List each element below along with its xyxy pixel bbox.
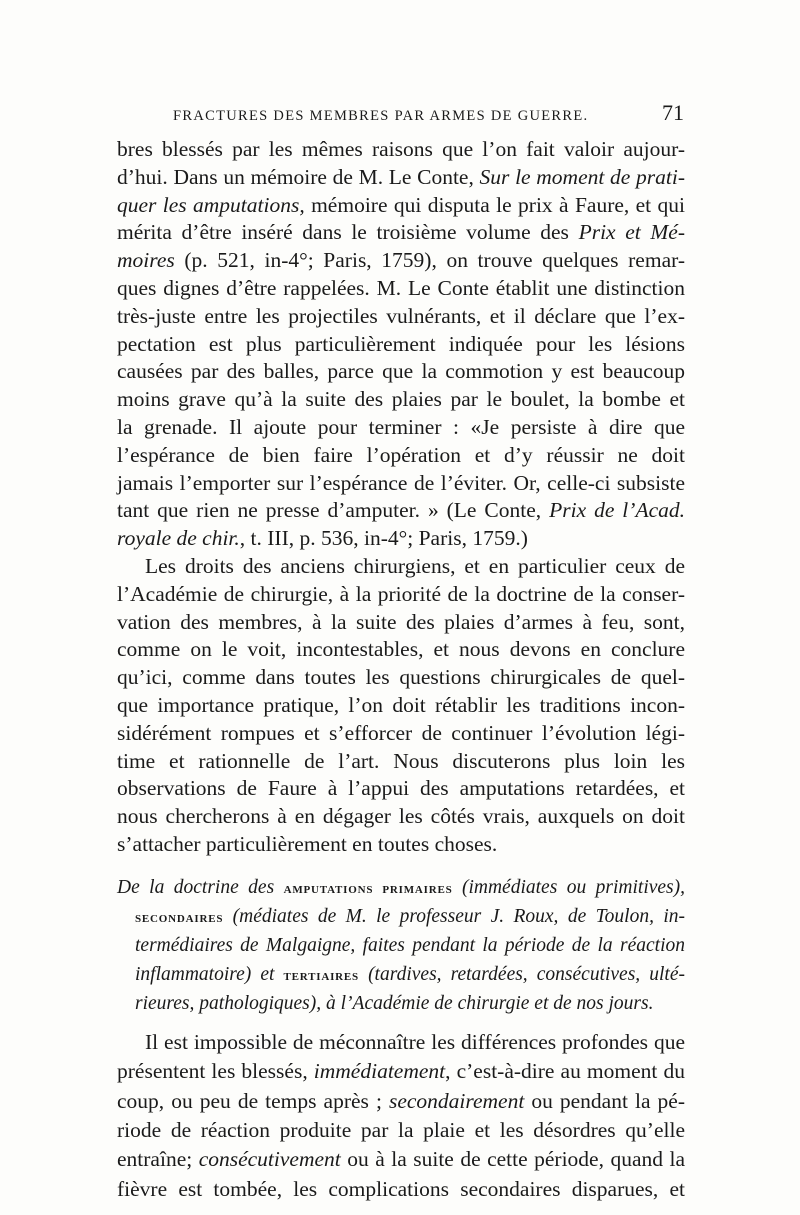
paragraph-3 <box>117 1028 685 1204</box>
text-line <box>117 247 685 275</box>
small-caps-term: secondaires <box>135 909 224 926</box>
text-span: (tardives, retardées, consécutives, ulté- <box>358 963 685 985</box>
spacer <box>117 859 685 873</box>
text-line: pectation est plus particulièrement indiquée pour les lésions <box>117 331 685 356</box>
text-line: s’attacher particulièrement en toutes choses. <box>117 831 498 856</box>
italic-title: Sur le moment de prati- <box>479 164 685 189</box>
text-line <box>117 1087 685 1116</box>
heading-line: rieures, pathologiques), à l’Académie de chirurgie et de nos jours. <box>135 992 654 1014</box>
text-span: (p. 521, in-4°; Paris, 1759), on trouve quelques remar- <box>174 248 685 273</box>
heading-line <box>117 873 685 902</box>
text-line <box>117 192 685 220</box>
text-line: très-juste entre les projectiles vulnérants, et il déclare que l’ex- <box>117 303 685 328</box>
text-span: (immédiates ou primitives), <box>452 876 686 898</box>
page-body <box>117 136 685 1204</box>
text-line: ques dignes d’être rappelées. M. Le Conte établit une distinction <box>117 275 685 300</box>
page-number: 71 <box>662 100 684 125</box>
text-line: vation des membres, à la suite des plaies d’armes à feu, sont, <box>117 609 685 634</box>
text-span: (médiates de M. le professeur J. Roux, de Toulon, in- <box>223 905 685 927</box>
text-span: coup, ou peu de temps après ; <box>117 1088 389 1113</box>
italic-title: Prix de l’Acad. <box>549 498 685 523</box>
italic-title: Prix et Mé- <box>578 220 685 245</box>
text-span: , t. III, p. 536, in-4°; Paris, 1759.) <box>239 526 528 551</box>
section-heading <box>117 873 685 1018</box>
text-span: inflammatoire) et <box>135 963 284 985</box>
italic-word: immédiatement <box>313 1059 446 1084</box>
text-span: présentent les blessés, <box>117 1059 314 1084</box>
text-span: mérita d’être inséré dans le troisième volume des <box>117 220 579 245</box>
text-line: jamais l’emporter sur l’espérance de l’éviter. Or, celle-ci subsiste <box>117 470 685 495</box>
italic-title: moires <box>117 248 175 273</box>
text-line: l’Académie de chirurgie, à la priorité de la doctrine de la conser- <box>117 581 685 606</box>
text-line: sidérément rompues et s’efforcer de continuer l’évolution légi- <box>117 720 685 745</box>
text-line: Il est impossible de méconnaître les différences profondes que <box>145 1029 685 1054</box>
text-line: qu’ici, comme dans toutes les questions chirurgicales de quel- <box>117 665 685 690</box>
text-line <box>117 1145 685 1174</box>
text-span: d’hui. Dans un mémoire de M. Le Conte, <box>117 164 480 189</box>
text-line: fièvre est tombée, les complications secondaires disparues, et <box>117 1176 685 1201</box>
heading-line <box>117 902 685 931</box>
heading-line: termédiaires de Malgaigne, faites pendant la période de la réaction <box>135 934 685 956</box>
text-span: ou à la suite de cette période, quand la <box>340 1147 685 1172</box>
paragraph-1 <box>117 136 685 553</box>
page-header <box>118 102 684 132</box>
italic-title: royale de chir. <box>117 526 240 551</box>
text-line: moins grave qu’à la suite des plaies par le boulet, la bombe et <box>117 387 685 412</box>
text-line: causées par des balles, parce que la commotion y est beaucoup <box>117 359 685 384</box>
small-caps-term: tertiaires <box>283 967 359 984</box>
text-span: , c’est-à-dire au moment du <box>445 1059 685 1084</box>
text-line <box>117 164 685 192</box>
text-line: observations de Faure à l’appui des amputations retardées, et <box>117 776 685 801</box>
text-span: De la doctrine des <box>117 876 284 898</box>
text-line <box>117 219 685 247</box>
text-span: ou pendant la pé- <box>524 1088 685 1113</box>
text-line: l’espérance de bien faire l’opération et d’y réussir ne doit <box>117 442 685 467</box>
text-line <box>117 1057 685 1086</box>
small-caps-term: amputations primaires <box>283 880 453 897</box>
text-line: Les droits des anciens chirurgiens, et en particulier ceux de <box>145 553 685 578</box>
text-line: time et rationnelle de l’art. Nous discuterons plus loin les <box>117 748 685 773</box>
text-span: mémoire qui disputa le prix à Faure, et qui <box>304 192 685 217</box>
text-line: nous chercherons à en dégager les côtés vrais, auxquels on doit <box>117 804 685 829</box>
text-line: la grenade. Il ajoute pour terminer : «Je persiste à dire que <box>117 414 685 439</box>
text-line: riode de réaction produite par la plaie et les désordres qu’elle <box>117 1117 685 1142</box>
italic-title: quer les amputations, <box>117 192 305 217</box>
text-span: entraîne; <box>117 1147 199 1172</box>
text-span: tant que rien ne presse d’amputer. » (Le Conte, <box>117 498 550 523</box>
spacer <box>117 1018 685 1028</box>
text-line <box>117 497 685 525</box>
italic-word: consécutivement <box>198 1147 341 1172</box>
paragraph-2 <box>117 553 685 859</box>
text-line <box>117 525 685 553</box>
text-line: que importance pratique, l’on doit rétablir les traditions incon- <box>117 692 685 717</box>
text-line: bres blessés par les mêmes raisons que l’on fait valoir aujour- <box>117 137 685 161</box>
text-line: comme on le voit, incontestables, et nous devons en conclure <box>117 637 685 662</box>
italic-word: secondairement <box>388 1088 525 1113</box>
heading-line <box>117 960 685 989</box>
running-title: FRACTURES DES MEMBRES PAR ARMES DE GUERRE. <box>173 108 589 124</box>
